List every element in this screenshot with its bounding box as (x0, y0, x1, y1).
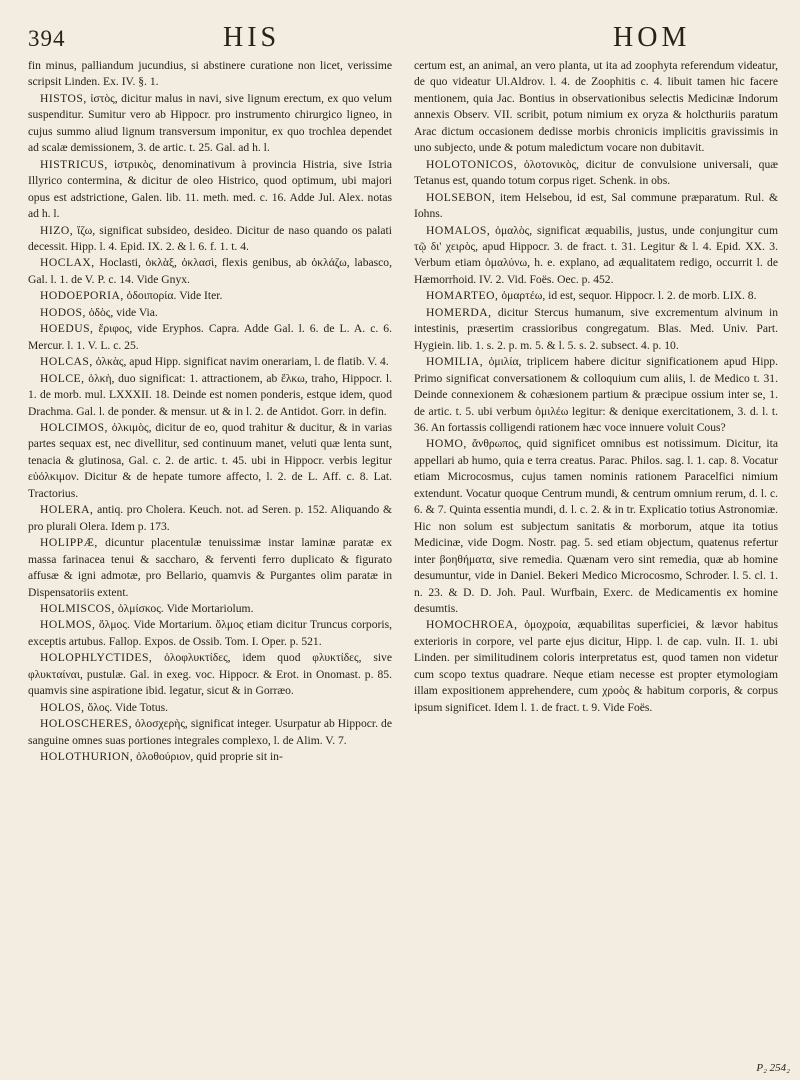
entry-text: ἱστρικὸς, denominativum à provincia Histria, sive Istria Illyrico contermina, & dicitur de oleo Histrico, quod optimum, ubi majori opus est adstrictione, Galen. lib. 11. meth. med. c. 16. Adde Jul. Alex. notas ad h. l. (28, 157, 392, 221)
dictionary-entry (28, 354, 392, 370)
entry-text: ὁλοφλυκτίδες, idem quod φλυκτίδες, sive φλυκταίναι, pustulæ. Gal. in exeg. voc. Hippocr. & Erot. in Onomast. p. 85. quamvis sine aspiratione ibid. legatur, sicut & in Gorræo. (28, 651, 392, 698)
dictionary-entry (28, 305, 392, 321)
entry-text: ὁλμίσκος. Vide Mortariolum. (117, 601, 254, 615)
dictionary-entry (28, 420, 392, 502)
entry-lemma: HOLCE, (40, 371, 85, 385)
entry-text: ὁλκὴ, duo significat: 1. attractionem, ab ἕλκω, traho, Hippocr. l. 1. de morb. mul. LXXXII. 18. Deinde est nomen ponderis, estque idem, quod Drachma. Gal. l. de ponder. & mensur. ut & in l. 2. de Antidot. Gorr. in defin. (28, 371, 392, 418)
dictionary-entry (28, 650, 392, 699)
entry-text: ὁδὸς, vide Via. (88, 305, 158, 319)
entry-lemma: HOLCAS, (40, 355, 93, 369)
dictionary-entry (28, 749, 392, 765)
left-column (28, 58, 392, 1068)
entry-text: ἵζω, significat subsideo, desideo. Dicitur de naso quando os palati decessit. Hipp. l. 4. Epid. IX. 2. & l. 6. f. 1. t. 4. (28, 223, 392, 253)
entry-lemma: HODOEPORIA, (40, 289, 124, 303)
entry-lemma: HISTOS, (40, 91, 87, 105)
entry-text: ὁμαλὸς, significat æquabilis, justus, unde conjungitur cum τῷ δι' χειρὸς, apud Hippocr. 3. de fract. t. 31. Legitur & l. 4. Epid. XX. 3. Verbum etiam ὁμαλύνω, h. e. explano, ad æqualitatem redigo, occurrit l. de Hæmorrhoid. IV. 2. Vid. Foës. Oec. p. 452. (414, 223, 779, 286)
entry-lemma: HOMERDA, (426, 305, 492, 319)
entry-lemma: HODOS, (40, 305, 86, 319)
entry-text: ὁμιλία, triplicem habere dicitur significationem apud Hipp. Primo significat conversationem & colloquium cum aliis, l. de Medico t. 31. Deinde connexionem & cohæsionem partium & præcipue ossium inter se, 1. de artic. t. 5. ubi verbum ὁμιλέω legitur: & denique exercitationem, 3. d. l. t. 36. An fortassis colligendi rationem hæc voce innuere voluit Cous? (414, 355, 778, 434)
entry-lemma: HOLOPHLYCTIDES, (40, 651, 153, 665)
entry-text: item Helsebou, id est, Sal commune præparatum. Rul. & Iohns. (414, 190, 778, 221)
dictionary-entry (414, 58, 778, 157)
entry-lemma: HOLOTONICOS, (426, 157, 518, 171)
entry-lemma: HOLMISCOS, (40, 601, 115, 615)
entry-text: ὅλος. Vide Totus. (87, 700, 169, 714)
dictionary-entry (28, 601, 392, 617)
entry-text: ὁλκιμὸς, dicitur de eo, quod trahitur & ducitur, & in varias partes sequax est, nec divellitur, sed continuum manet, veluti quæ lenta sunt, tenacia & glutinosa, Gal. c. 2. de artic. t. 45. ubi in Hippocr. verbis legitur εὐόλκιμον. Dicitur & de hepate tumore affecto, l. 2. de L. Aff. c. 8. Lat. Tractorius. (28, 420, 392, 500)
dictionary-entry (28, 91, 392, 157)
entry-lemma: HOMARTEO, (426, 289, 499, 303)
entry-lemma: HIZO, (40, 223, 74, 237)
dictionary-page (28, 58, 778, 1068)
entry-text: ὁμοχροία, æquabilitas superficiei, & lævor habitus exterioris in corpore, vel parte ejus dicitur, Hipp. l. de cap. vuln. II. 1. ubi Linden. per similitudinem coloris interpretatus est, quod tamen non videtur cum scopo textus quadrare. Neque etiam necesse est propter etymologiam illam expositionem apprehendere, cum χροὸς & habitum corporis, & corpus ipsum significet. Idem l. 1. de fract. t. 9. Vide Foës. (414, 618, 778, 714)
entry-text: ὅλμος. Vide Mortarium. ὅλμος etiam dicitur Truncus corporis, exceptis artubus. Fallop. Expos. de Ossib. Tom. I. Oper. p. 521. (28, 618, 392, 648)
dictionary-entry (28, 535, 392, 601)
dictionary-entry (28, 223, 392, 256)
entry-text: ἱστὸς, dicitur malus in navi, sive lignum erectum, ex quo velum suspenditur. Sumitur vero ab Hippocr. pro instrumento chirurgico ligneo, in cujus summo aliud lignum transversum imponitur, ex quo trochlea dependet ad scalæ demissionem, 3. de artic. t. 25. Gal. ad h. l. (28, 91, 392, 155)
dictionary-entry (28, 502, 392, 535)
entry-text: ὁμαρτέω, id est, sequor. Hippocr. l. 2. de morb. LIX. 8. (501, 289, 757, 303)
right-column (414, 58, 778, 1068)
entry-lemma: HOLERA, (40, 503, 94, 517)
dictionary-entry (414, 617, 778, 716)
entry-text: certum est, an animal, an vero planta, ut ita ad zoophyta referendum videatur, de quo videatur Ul.Aldrov. l. 4. de Zoophitis c. 4. libuit tamen hic facere mentionem, quia Jac. Bontius in observationibus selectis Medicinæ Indorum annexis Observ. VII. scribit, potum nimium ex oryza & holcthuriis paratum Arac dictum occasionem dedisse morbis chronicis implicitis gravissimis in uno subjecto, unde & potum maledictum vocare non dubitavit. (414, 59, 778, 155)
entry-text: ὁλκὰς, apud Hipp. significat navim onerariam, l. de flatib. V. 4. (95, 355, 389, 369)
dictionary-entry (414, 305, 778, 354)
dictionary-entry (28, 288, 392, 304)
entry-lemma: HOLIPPÆ, (40, 536, 98, 550)
dictionary-entry (28, 371, 392, 420)
entry-lemma: HOLMOS, (40, 618, 96, 632)
entry-text: ὁλοσχερὴς, significat integer. Usurpatur ab Hippocr. de sanguine omnes suas portiones integrales complexo, l. de Alim. V. 7. (28, 717, 392, 747)
entry-lemma: HOLOS, (40, 700, 85, 714)
entry-text: ὁδοιπορία. Vide Iter. (126, 289, 223, 303)
entry-text: Hoclasti, ὀκλὰξ, ὀκλασὶ, flexis genibus, ab ὀκλάζω, labasco, Gal. l. 1. de V. P. c. 14. Vide Gnyx. (28, 256, 392, 286)
entry-lemma: HOMO, (426, 437, 467, 451)
left-running-head: HIS (223, 22, 281, 53)
entry-lemma: HOLCIMOS, (40, 420, 108, 434)
entry-lemma: HOLSEBON, (426, 190, 496, 204)
entry-lemma: HOLOSCHERES, (40, 717, 132, 731)
entry-lemma: HOEDUS, (40, 322, 94, 336)
dictionary-entry (28, 716, 392, 749)
page-number: 394 (28, 26, 66, 51)
dictionary-entry (414, 288, 778, 304)
dictionary-entry (414, 354, 778, 436)
dictionary-entry (414, 190, 778, 223)
entry-text: ὁλοθούριον, quid proprie sit in- (136, 750, 283, 764)
dictionary-entry (414, 436, 778, 617)
entry-lemma: HOMILIA, (426, 355, 484, 369)
entry-text: ὁλοτονικὸς, dicitur de convulsione universali, quæ Tetanus est, quando totum corpus riget. Schenk. in obs. (414, 157, 778, 188)
entry-lemma: HOMOCHROEA, (426, 618, 518, 632)
dictionary-entry (414, 157, 778, 190)
entry-text: dicuntur placentulæ tenuissimæ instar laminæ paratæ ex massa farinacea tenui & saccharo, & ferventi ferro duplicato & figurato affusæ & igni admotæ, pro Bellario, quamvis & Purgantes olim paratæ in Dispensatoriis extent. (28, 536, 393, 599)
dictionary-entry (28, 617, 392, 650)
entry-lemma: HISTRICUS, (40, 157, 108, 171)
signature-mark: P₂ 254₂ (756, 1062, 790, 1074)
entry-text: dicitur Stercus humanum, sive excrementum alvinum in intestinis, præsertim crassioribus congregatum. Blas. Med. Univ. Part. Hygiein. lib. 1. s. 2. p. m. 5. & l. 5. s. 2. subsect. 4. p. 10. (414, 305, 778, 352)
dictionary-entry (28, 321, 392, 354)
entry-lemma: HOCLAX, (40, 256, 95, 270)
entry-text: fin minus, palliandum jucundius, si abstinere curatione non licet, verissime scripsit Linden. Ex. IV. §. 1. (28, 59, 392, 89)
entry-text: antiq. pro Cholera. Keuch. not. ad Seren. p. 152. Aliquando & pro plurali Olera. Idem p. 173. (28, 503, 392, 533)
entry-text: ἔριφος, vide Eryphos. Capra. Adde Gal. l. 6. de L. A. c. 6. Mercur. l. 1. V. L. c. 25. (28, 322, 392, 352)
dictionary-entry (28, 58, 392, 91)
right-running-head: HOM (613, 22, 691, 53)
running-header (28, 22, 776, 62)
dictionary-entry (414, 223, 778, 289)
dictionary-entry (28, 157, 392, 223)
dictionary-entry (28, 255, 392, 288)
dictionary-entry (28, 700, 392, 716)
entry-lemma: HOLOTHURION, (40, 750, 134, 764)
entry-lemma: HOMALOS, (426, 223, 491, 237)
entry-text: ἄνθρωπος, quid significet omnibus est notissimum. Dicitur, ita appellari ab humo, quia e terra creatus. Parac. Philos. sag. l. 1. cap. 8. Vocatur etiam Microcosmus, cujus tamen nominis rationem Paracelfici nimium extendunt. Vocatur quoque Centrum mundi, & centrum omnium rerum, d. l. c. 6. & 7. Quinta essentia mundi, d. l. c. 2. & in tr. Explicatio totius Astronomiæ. Hic non solum est subjectum sanitatis & morborum, atque ita totius Medicinæ, vide Dogm. Nostr. pag. 5. sed etiam objectum, quatenus refertur inter βοηθήματα, sive remedia. Quænam vero sint remedia, quæ ab homine desumuntur, vide in Daniel. Bekeri Medico Microcosmo, Schroder. l. 5. cl. 1. n. 23. & D. D. Joh. Paul. Wurfbain, Exerc. de Medicamentis ex homine desumtis. (414, 437, 778, 615)
